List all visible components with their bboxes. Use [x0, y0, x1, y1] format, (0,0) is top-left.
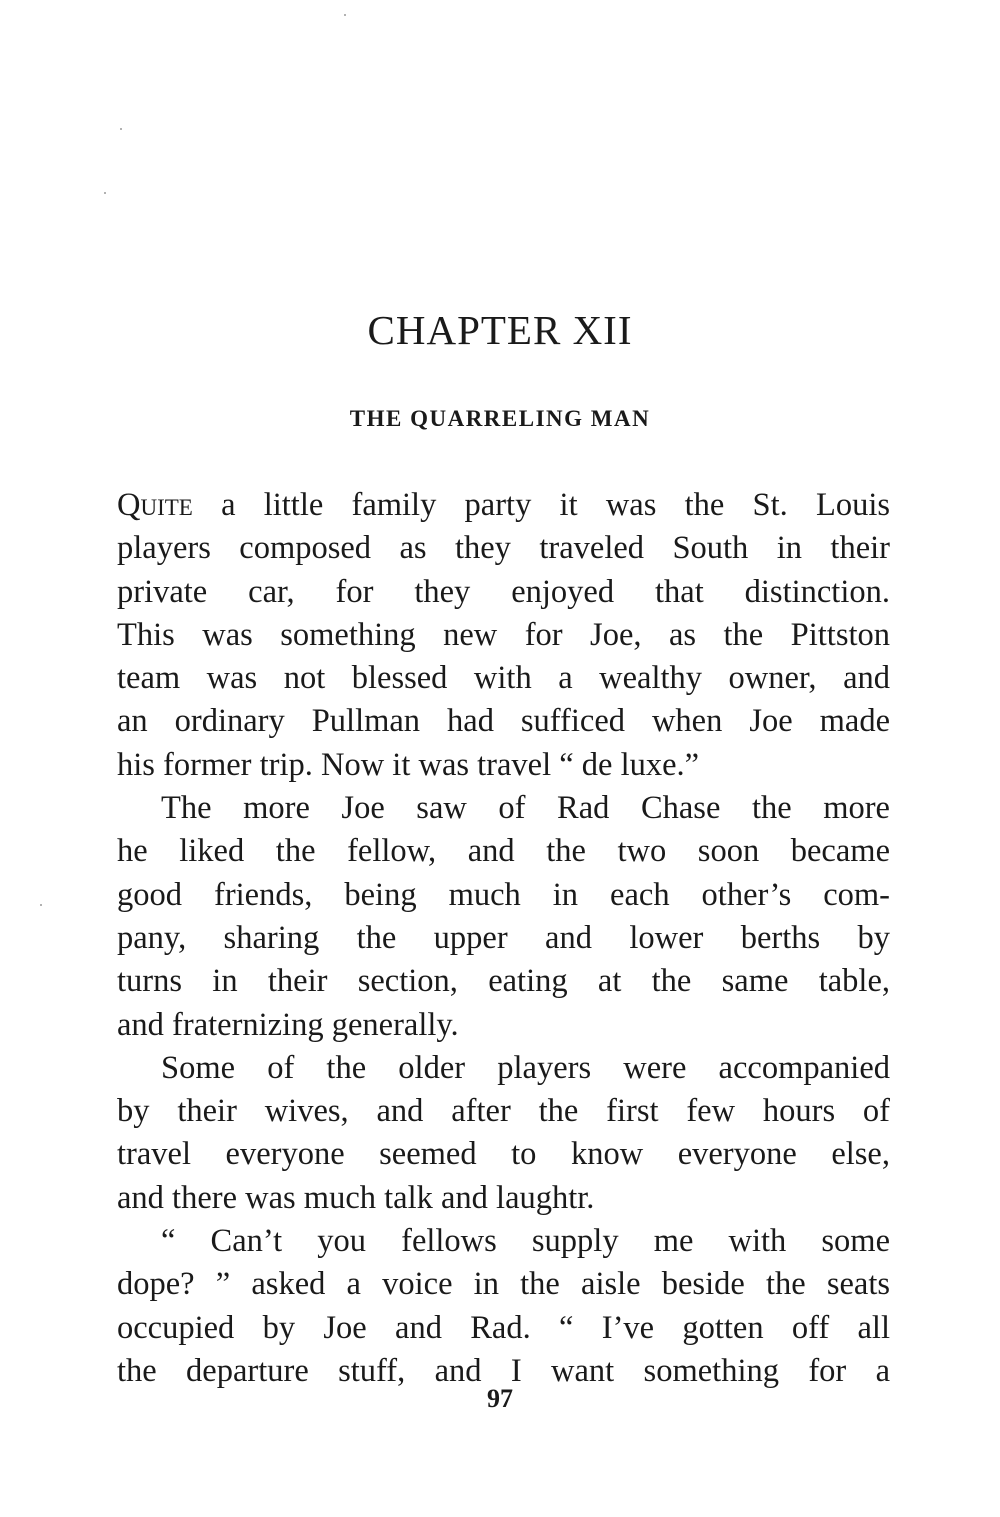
text-line: occupied by Joe and Rad. “ I’ve gotten off all [117, 1309, 890, 1346]
text-line: Some of the older players were accompanied [161, 1049, 890, 1086]
text-line: he liked the fellow, and the two soon became [117, 833, 890, 870]
text-line: travel everyone seemed to know everyone else, [117, 1136, 890, 1173]
text-line [117, 484, 890, 527]
body-text [117, 484, 890, 1393]
chapter-title: CHAPTER XII [367, 307, 633, 353]
text-line: good friends, being much in each other’s com- [117, 876, 890, 913]
page-number: 97 [487, 1384, 513, 1413]
text-line: private car, for they enjoyed that distinction. [117, 573, 890, 610]
text-line: This was something new for Joe, as the Pittston [117, 616, 890, 653]
text-line: pany, sharing the upper and lower berths by [117, 919, 890, 956]
text-line: “ Can’t you fellows supply me with some [161, 1223, 890, 1260]
opening-word: Quite [117, 487, 193, 523]
chapter-subtitle: THE QUARRELING MAN [349, 406, 651, 431]
text-line: the departure stuff, and I want something for a [117, 1352, 890, 1389]
text-line: team was not blessed with a wealthy owner, and [117, 660, 890, 697]
text-line: an ordinary Pullman had sufficed when Joe made [117, 703, 890, 740]
text-line: players composed as they traveled South in their [117, 530, 890, 567]
text-line: dope? ” asked a voice in the aisle beside the seats [117, 1266, 890, 1303]
paper-speck [344, 14, 346, 16]
text-line: and there was much talk and laughtr. [117, 1179, 595, 1216]
text-line: by their wives, and after the first few hours of [117, 1093, 890, 1130]
text-line: and fraternizing generally. [117, 1006, 459, 1043]
text-line-content: a little family party it was the St. Louis [192, 487, 890, 523]
text-line: The more Joe saw of Rad Chase the more [161, 790, 890, 827]
text-line: turns in their section, eating at the same table, [117, 963, 890, 1000]
text-line: his former trip. Now it was travel “ de luxe.” [117, 746, 700, 783]
paper-speck [40, 904, 42, 906]
paper-speck [120, 128, 122, 130]
paper-speck [104, 192, 106, 194]
